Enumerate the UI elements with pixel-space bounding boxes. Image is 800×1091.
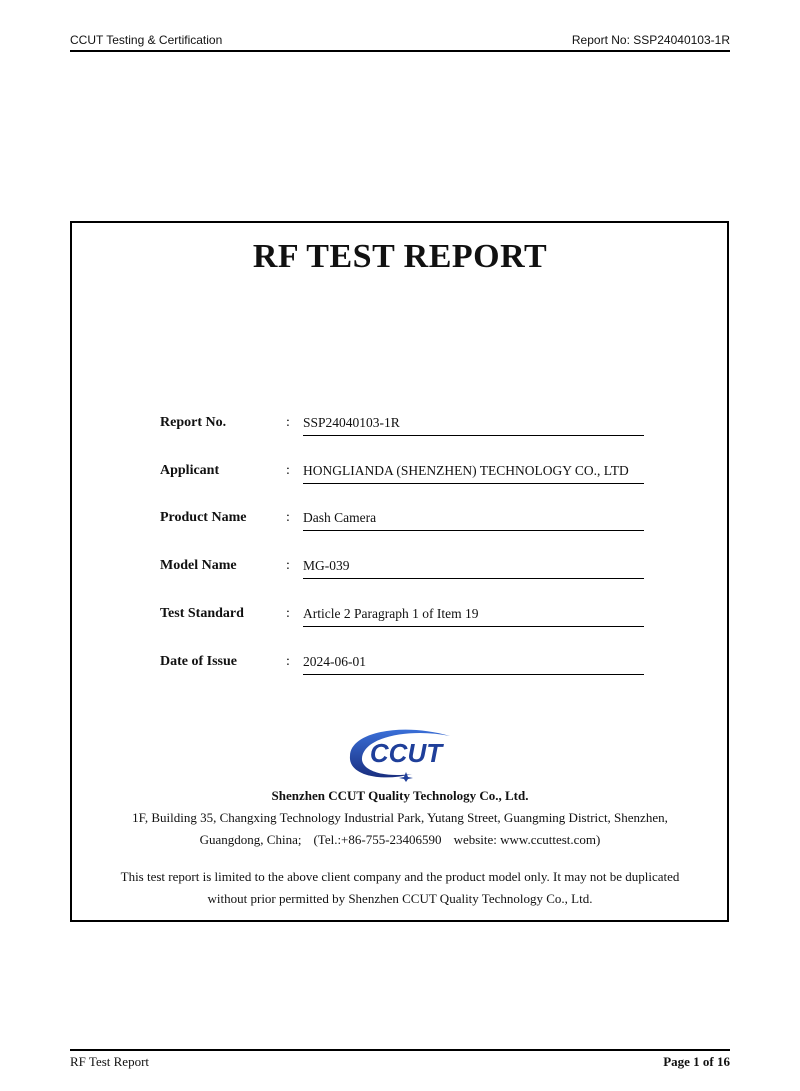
page-number: Page 1 of 16 — [663, 1054, 730, 1069]
field-value: MG-039 — [303, 558, 644, 579]
report-title: RF TEST REPORT — [252, 238, 548, 275]
field-colon: : — [286, 463, 290, 478]
notice-line1: This test report is limited to the above client company and the product model only. It may not be duplicated — [120, 869, 680, 884]
footer-divider — [70, 1049, 730, 1051]
page-footer — [70, 1054, 730, 1072]
field-model-name — [160, 554, 644, 578]
field-label: Applicant — [160, 463, 220, 478]
ccut-logo-icon — [342, 722, 462, 782]
company-address-line1: 1F, Building 35, Changxing Technology Industrial Park, Yutang Street, Guangming District, Shenzhen, — [132, 810, 668, 825]
company-name: Shenzhen CCUT Quality Technology Co., Ltd. — [271, 788, 529, 803]
field-label: Test Standard — [160, 606, 244, 621]
field-value: Dash Camera — [303, 510, 644, 531]
field-value: HONGLIANDA (SHENZHEN) TECHNOLOGY CO., LTD — [303, 463, 644, 484]
company-address-line2 — [0, 832, 800, 848]
field-report-no — [160, 411, 644, 435]
field-colon: : — [286, 558, 290, 573]
header-company: CCUT Testing & Certification — [70, 33, 223, 47]
field-value: SSP24040103-1R — [303, 415, 644, 436]
company-tel: (Tel.:+86-755-23406590 — [313, 832, 442, 847]
field-product-name — [160, 506, 644, 530]
field-applicant — [160, 459, 644, 483]
field-test-standard — [160, 602, 644, 626]
logo-text: CCUT — [369, 738, 443, 768]
field-value: 2024-06-01 — [303, 654, 644, 675]
field-label: Report No. — [160, 415, 227, 430]
field-value: Article 2 Paragraph 1 of Item 19 — [303, 606, 644, 627]
field-label: Product Name — [160, 510, 247, 525]
header-divider — [70, 50, 730, 52]
field-date-of-issue — [160, 650, 644, 674]
field-colon: : — [286, 654, 290, 669]
field-colon: : — [286, 510, 290, 525]
footer-title: RF Test Report — [70, 1054, 150, 1069]
field-label: Date of Issue — [160, 654, 237, 669]
field-label: Model Name — [160, 558, 237, 573]
company-website: website: www.ccuttest.com) — [453, 832, 601, 847]
logo-graphic — [342, 722, 462, 782]
field-colon: : — [286, 606, 290, 621]
company-address-region: Guangdong, China; — [199, 832, 302, 847]
page-header — [70, 33, 730, 51]
notice-line2: without prior permitted by Shenzhen CCUT Quality Technology Co., Ltd. — [207, 891, 593, 906]
header-report-no: Report No: SSP24040103-1R — [571, 33, 730, 47]
field-colon: : — [286, 415, 290, 430]
